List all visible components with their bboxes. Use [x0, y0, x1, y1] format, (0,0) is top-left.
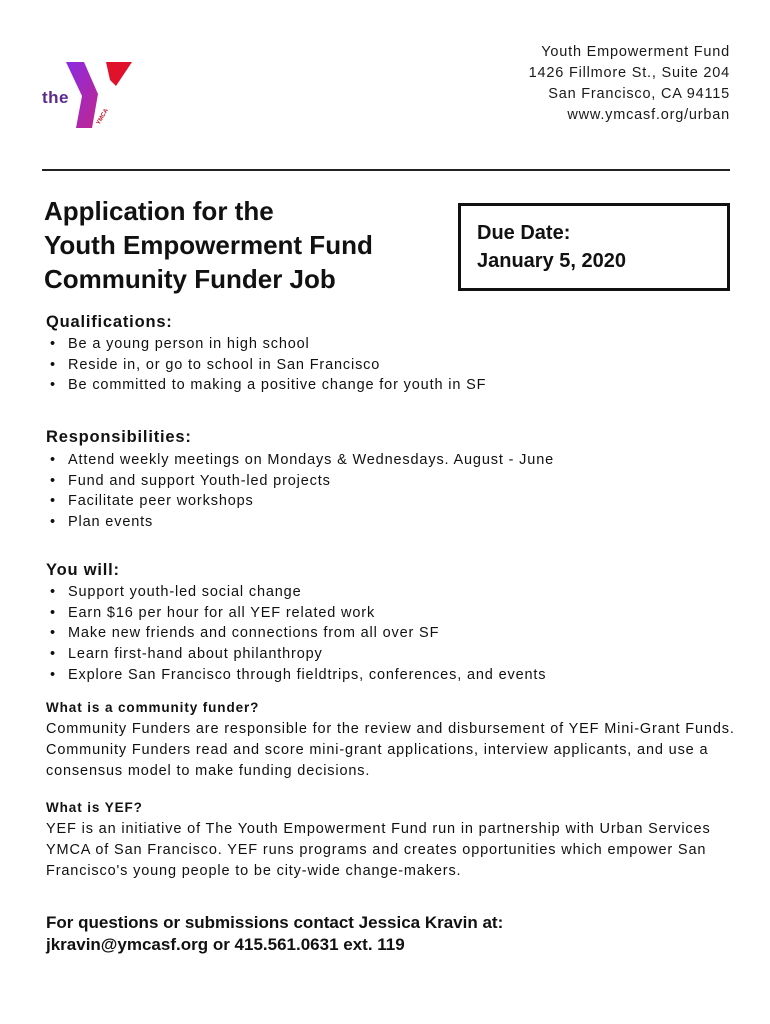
list-item: • Facilitate peer workshops: [48, 491, 554, 512]
street-address: 1426 Fillmore St., Suite 204: [528, 65, 730, 81]
list-item: • Attend weekly meetings on Mondays & Wednesdays. August - June: [48, 450, 554, 471]
address-block: [529, 42, 730, 126]
list-item: • Explore San Francisco through fieldtrips, conferences, and events: [48, 665, 546, 686]
list-item: • Be committed to making a positive change for youth in SF: [48, 375, 486, 396]
due-date-value: January 5, 2020: [477, 250, 626, 272]
page-title: [44, 194, 373, 296]
list-item: • Learn first-hand about philanthropy: [48, 644, 546, 665]
responsibilities-heading: Responsibilities:: [46, 428, 192, 446]
contact-line-1: For questions or submissions contact Jessica Kravin at:: [46, 913, 504, 932]
website-link[interactable]: www.ymcasf.org/urban: [567, 107, 730, 123]
org-name: Youth Empowerment Fund: [541, 44, 730, 60]
community-funder-question: What is a community funder?: [46, 700, 260, 715]
list-item: • Support youth-led social change: [48, 582, 546, 603]
responsibilities-list: [48, 450, 554, 533]
due-date-box: [458, 203, 730, 291]
title-line-2: Youth Empowerment Fund: [44, 230, 373, 260]
contact-info: [46, 912, 503, 956]
qualifications-list: [48, 334, 486, 396]
list-item: • Fund and support Youth-led projects: [48, 471, 554, 492]
list-item: • Reside in, or go to school in San Francisco: [48, 355, 486, 376]
due-date-label: Due Date:: [477, 222, 571, 244]
logo-ymca-text: YMCA: [95, 107, 110, 127]
header-divider: [42, 169, 730, 171]
contact-email-phone[interactable]: jkravin@ymcasf.org or 415.561.0631 ext. 119: [46, 935, 405, 954]
yef-answer: YEF is an initiative of The Youth Empowerment Fund run in partnership with Urban Services YMCA of San Francisco. YEF runs programs and creates opportunities which empower San Francisco's young people to be city-wide change-makers.: [46, 821, 711, 879]
list-item: • Make new friends and connections from all over SF: [48, 623, 546, 644]
community-funder-answer: Community Funders are responsible for the review and disbursement of YEF Mini-Grant Funds. Community Funders read and score mini-grant applications, interview applicants, and use a consensus model to make funding decisions.: [46, 721, 735, 779]
city-state-zip: San Francisco, CA 94115: [548, 86, 730, 102]
title-line-3: Community Funder Job: [44, 264, 336, 294]
list-item: • Earn $16 per hour for all YEF related work: [48, 603, 546, 624]
qualifications-heading: Qualifications:: [46, 313, 173, 331]
logo-the-text: the: [42, 88, 69, 107]
title-line-1: Application for the: [44, 196, 274, 226]
list-item: • Plan events: [48, 512, 554, 533]
ymca-logo: [40, 56, 132, 134]
you-will-heading: You will:: [46, 561, 120, 579]
yef-question: What is YEF?: [46, 800, 143, 815]
list-item: • Be a young person in high school: [48, 334, 486, 355]
you-will-list: [48, 582, 546, 686]
